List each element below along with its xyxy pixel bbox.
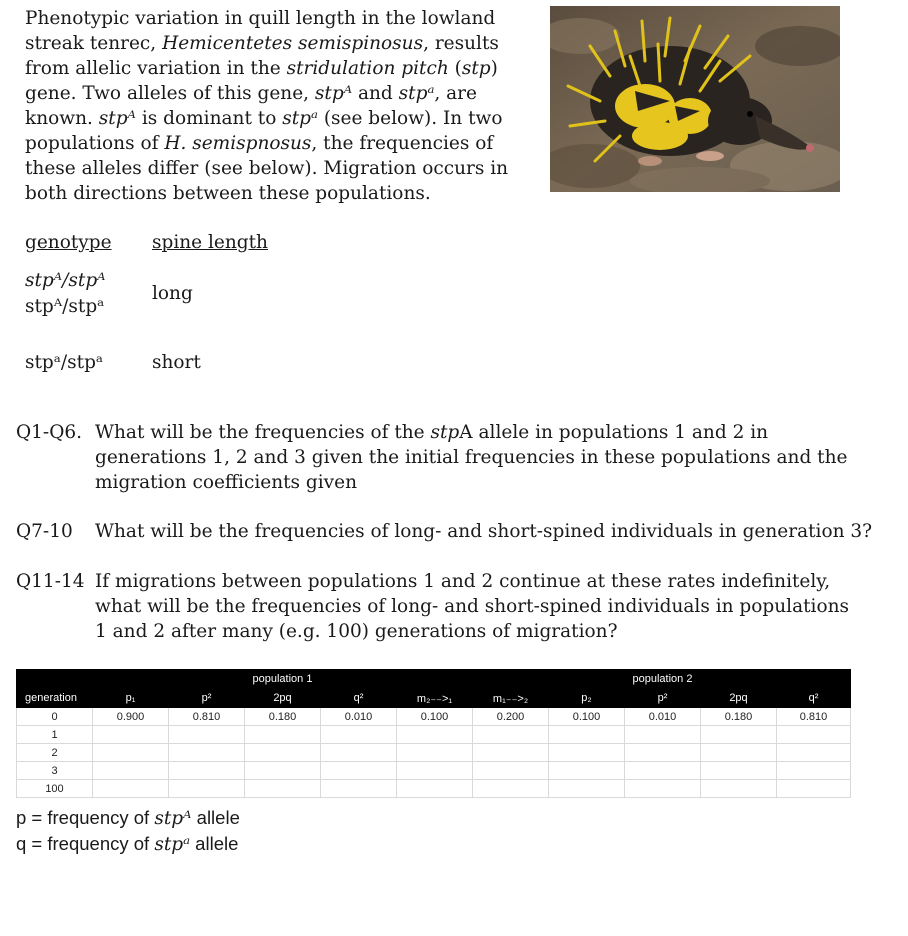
allele-A: stpᴬ [314, 83, 353, 104]
intro-text-7: is dominant to [135, 108, 283, 129]
intro-text-9: , the frequencies of these alleles differ (see below). Migration occurs in both directions between these populations. [25, 133, 509, 204]
table-cell[interactable] [701, 780, 777, 798]
table-cell[interactable] [93, 744, 169, 762]
table-cell[interactable] [777, 762, 851, 780]
table-cell[interactable] [625, 780, 701, 798]
col-p2-sq-pop1: p² [169, 689, 245, 708]
definition-q-suffix: allele [190, 833, 239, 854]
gene-name: stridulation pitch [286, 58, 449, 79]
table-row [17, 726, 851, 744]
question-text-2: A allele in populations 1 and 2 in generations 1, 2 and 3 given the initial frequencies in these populations and the migration coefficients given [95, 422, 848, 493]
table-cell[interactable] [169, 744, 245, 762]
definition-p-suffix: allele [191, 807, 240, 828]
table-cell[interactable]: 0.200 [473, 708, 549, 726]
table-cell[interactable] [169, 726, 245, 744]
frequency-table [16, 669, 851, 798]
col-p2-sq-pop2: p² [625, 689, 701, 708]
table-cell[interactable] [397, 726, 473, 744]
table-cell[interactable] [397, 744, 473, 762]
col-p2: p₂ [549, 689, 625, 708]
table-cell[interactable]: 0.810 [169, 708, 245, 726]
table-cell[interactable] [245, 780, 321, 798]
intro-text-6: , are known. [25, 83, 477, 129]
table-cell[interactable] [321, 726, 397, 744]
table-cell[interactable] [397, 780, 473, 798]
table-cell[interactable] [625, 762, 701, 780]
table-cell[interactable]: 0.100 [397, 708, 473, 726]
table-cell[interactable]: 0.810 [777, 708, 851, 726]
table-cell[interactable] [777, 726, 851, 744]
col-2pq-pop1: 2pq [245, 689, 321, 708]
table-cell[interactable] [93, 780, 169, 798]
intro-text-5: and [352, 83, 399, 104]
table-cell[interactable] [321, 762, 397, 780]
definition-q-allele: stpᵃ [154, 834, 191, 855]
question-text: What will be the frequencies of long- and short-spined individuals in generation 3? [95, 521, 873, 542]
table-cell[interactable] [777, 744, 851, 762]
intro-text-2: , results from allelic variation in the [25, 33, 499, 79]
allele-A-2: stpᴬ [98, 108, 136, 129]
intro-text-3: ( [448, 58, 462, 79]
col-generation: generation [17, 689, 93, 708]
intro-paragraph [25, 6, 545, 206]
genotype-AA: stpᴬ/stpᴬ [25, 270, 106, 291]
tenrec-photo [550, 6, 840, 192]
allele-a-2: stpᵃ [282, 108, 318, 129]
table-cell[interactable]: 0.180 [701, 708, 777, 726]
question-gene: stp [430, 422, 460, 443]
question-11-14 [16, 569, 896, 645]
table-cell[interactable] [321, 780, 397, 798]
definition-p [16, 805, 240, 831]
col-q2-pop2: q² [777, 689, 851, 708]
question-1-6 [16, 420, 876, 496]
definition-q-prefix: q = frequency of [16, 833, 155, 854]
table-cell[interactable] [549, 744, 625, 762]
genotype-header: genotype [25, 232, 112, 253]
table-cell[interactable] [169, 762, 245, 780]
table-row [17, 744, 851, 762]
phenotype-short: short [152, 352, 201, 373]
table-cell[interactable] [549, 780, 625, 798]
table-row [17, 762, 851, 780]
table-cell[interactable] [245, 726, 321, 744]
intro-text-1: Phenotypic variation in quill length in the lowland streak tenrec, [25, 8, 496, 54]
question-text: What will be the frequencies of the [95, 422, 431, 443]
generation-cell: 1 [17, 726, 93, 744]
species-abbr: H. semispnosus [164, 133, 312, 154]
question-7-10 [16, 519, 896, 545]
population-1-label: population 1 [245, 670, 321, 689]
definition-p-allele: stpᴬ [154, 808, 192, 829]
genotype-aa: stpᵃ/stpᵃ [25, 352, 104, 373]
table-cell[interactable] [549, 762, 625, 780]
table-cell[interactable] [473, 726, 549, 744]
species-name: Hemicentetes semispinosus [162, 33, 424, 54]
question-text: If migrations between populations 1 and 2 continue at these rates indefinitely, what will be the frequencies of long- and short-spined individuals in populations 1 and 2 after many (e.g. 100) generations of migration? [95, 571, 849, 642]
col-p1: p₁ [93, 689, 169, 708]
table-cell[interactable] [473, 744, 549, 762]
definition-q [16, 831, 240, 857]
table-body [17, 708, 851, 798]
table-header-columns [17, 689, 851, 708]
intro-text-4: ) gene. Two alleles of this gene, [25, 58, 498, 104]
table-cell[interactable]: 0.900 [93, 708, 169, 726]
definitions [16, 805, 240, 857]
generation-cell: 2 [17, 744, 93, 762]
col-m21: m₂₋₋>₁ [397, 689, 473, 708]
table-cell[interactable] [701, 762, 777, 780]
table-cell[interactable] [701, 744, 777, 762]
table-cell[interactable] [245, 762, 321, 780]
phenotype-long: long [152, 283, 193, 304]
table-cell[interactable] [169, 780, 245, 798]
generation-cell: 0 [17, 708, 93, 726]
question-number: Q7-10 [16, 521, 73, 542]
table-cell[interactable] [473, 762, 549, 780]
population-2-label: population 2 [625, 670, 701, 689]
table-cell[interactable] [549, 726, 625, 744]
intro-text-8: (see below). In two populations of [25, 108, 503, 154]
table-cell[interactable]: 0.010 [625, 708, 701, 726]
allele-a: stpᵃ [398, 83, 435, 104]
table-cell[interactable]: 0.100 [549, 708, 625, 726]
table-cell[interactable] [245, 744, 321, 762]
question-number: Q11-14 [16, 571, 85, 592]
table-cell[interactable] [625, 744, 701, 762]
table-header-populations [17, 670, 851, 689]
table-cell[interactable] [93, 762, 169, 780]
col-m12: m₁₋₋>₂ [473, 689, 549, 708]
table-row [17, 780, 851, 798]
generation-cell: 100 [17, 780, 93, 798]
col-2pq-pop2: 2pq [701, 689, 777, 708]
table-cell[interactable] [701, 726, 777, 744]
table-cell[interactable] [93, 726, 169, 744]
table-cell[interactable]: 0.180 [245, 708, 321, 726]
table-cell[interactable] [321, 744, 397, 762]
definition-p-prefix: p = frequency of [16, 807, 155, 828]
generation-cell: 3 [17, 762, 93, 780]
table-cell[interactable]: 0.010 [321, 708, 397, 726]
spine-length-header: spine length [152, 232, 268, 253]
table-cell[interactable] [397, 762, 473, 780]
genotype-Aa: stpᴬ/stpᵃ [25, 296, 105, 317]
table-cell[interactable] [473, 780, 549, 798]
col-q2-pop1: q² [321, 689, 397, 708]
table-row [17, 708, 851, 726]
question-number: Q1-Q6. [16, 422, 83, 443]
gene-abbr: stp [461, 58, 491, 79]
table-cell[interactable] [777, 780, 851, 798]
table-cell[interactable] [625, 726, 701, 744]
